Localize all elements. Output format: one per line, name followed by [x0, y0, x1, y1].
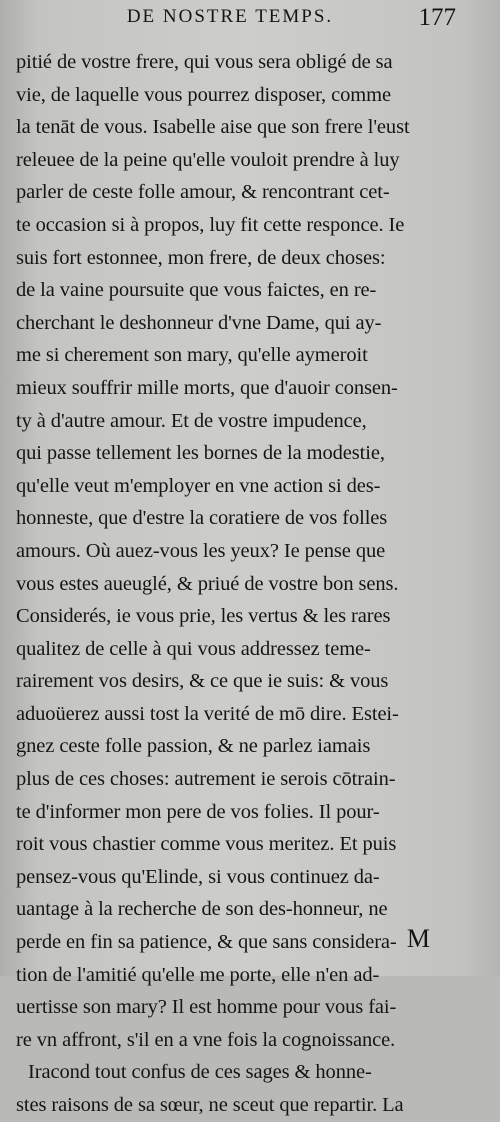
- text-line: re vn affront, s'il en a vne fois la cognoissance.: [16, 1028, 396, 1051]
- text-line: stes raisons de sa sœur, ne sceut que repartir. La: [16, 1094, 404, 1116]
- text-line: honneste, que d'estre la coratiere de vos folles: [16, 507, 388, 530]
- text-line: te occasion si à propos, luy fit cette responce. Ie: [16, 213, 405, 236]
- text-line: qualitez de celle à qui vous addressez teme-: [16, 637, 371, 660]
- text-line: uantage à la recherche de son des-honneur, ne: [16, 898, 388, 921]
- text-line: uertisse son mary? Il est homme pour vous fai-: [16, 996, 397, 1019]
- signature-mark: M: [406, 924, 430, 953]
- text-line: me si cherement son mary, qu'elle aymeroit: [16, 344, 368, 367]
- text-line: amours. Où auez-vous les yeux? Ie pense que: [16, 539, 386, 562]
- text-line: suis fort estonnee, mon frere, de deux choses:: [16, 246, 386, 269]
- text-line: plus de ces choses: autrement ie serois cōtrain-: [16, 768, 396, 791]
- text-line: cherchant le deshonneur d'vne Dame, qui ay-: [16, 311, 382, 334]
- text-line: parler de ceste folle amour, & rencontrant cet-: [16, 181, 390, 204]
- text-line: vie, de laquelle vous pourrez disposer, comme: [16, 83, 391, 106]
- text-line: la tenāt de vous. Isabelle aise que son frere l'eust: [16, 116, 410, 139]
- text-line: pitié de vostre frere, qui vous sera obligé de sa: [16, 51, 393, 73]
- text-line: vous estes aueuglé, & priué de vostre bon sens.: [16, 572, 399, 595]
- running-head: DE NOSTRE TEMPS.: [126, 6, 334, 27]
- text-line: aduoüerez aussi tost la verité de mō dire. Estei-: [16, 702, 399, 725]
- text-line: mieux souffrir mille morts, que d'auoir consen-: [16, 376, 398, 399]
- text-line: gnez ceste folle passion, & ne parlez iamais: [16, 735, 371, 758]
- text-line: rairement vos desirs, & ce que ie suis: & vous: [16, 670, 389, 693]
- text-line: te d'informer mon pere de vos folies. Il pour-: [16, 800, 380, 823]
- text-line: de la vaine poursuite que vous faictes, en re-: [16, 279, 377, 302]
- text-line: pensez-vous qu'Elinde, si vous continuez da-: [16, 865, 380, 888]
- page-header: [0, 4, 500, 34]
- text-line: roit vous chastier comme vous meritez. Et puis: [16, 833, 397, 856]
- text-line: tion de l'amitié qu'elle me porte, elle n'en ad-: [16, 963, 380, 986]
- text-line: Iracond tout confus de ces sages & honne-: [28, 1061, 372, 1084]
- text-line: releuee de la peine qu'elle vouloit prendre à luy: [16, 148, 400, 171]
- page-number: 177: [418, 4, 456, 31]
- body-text: [16, 46, 478, 1122]
- text-line: ty à d'autre amour. Et de vostre impudence,: [16, 409, 367, 432]
- text-line: Considerés, ie vous prie, les vertus & les rares: [16, 605, 391, 628]
- text-line: qui passe tellement les bornes de la modestie,: [16, 442, 385, 465]
- text-line: perde en fin sa patience, & que sans considera-: [16, 931, 397, 954]
- text-line: qu'elle veut m'employer en vne action si des-: [16, 474, 381, 497]
